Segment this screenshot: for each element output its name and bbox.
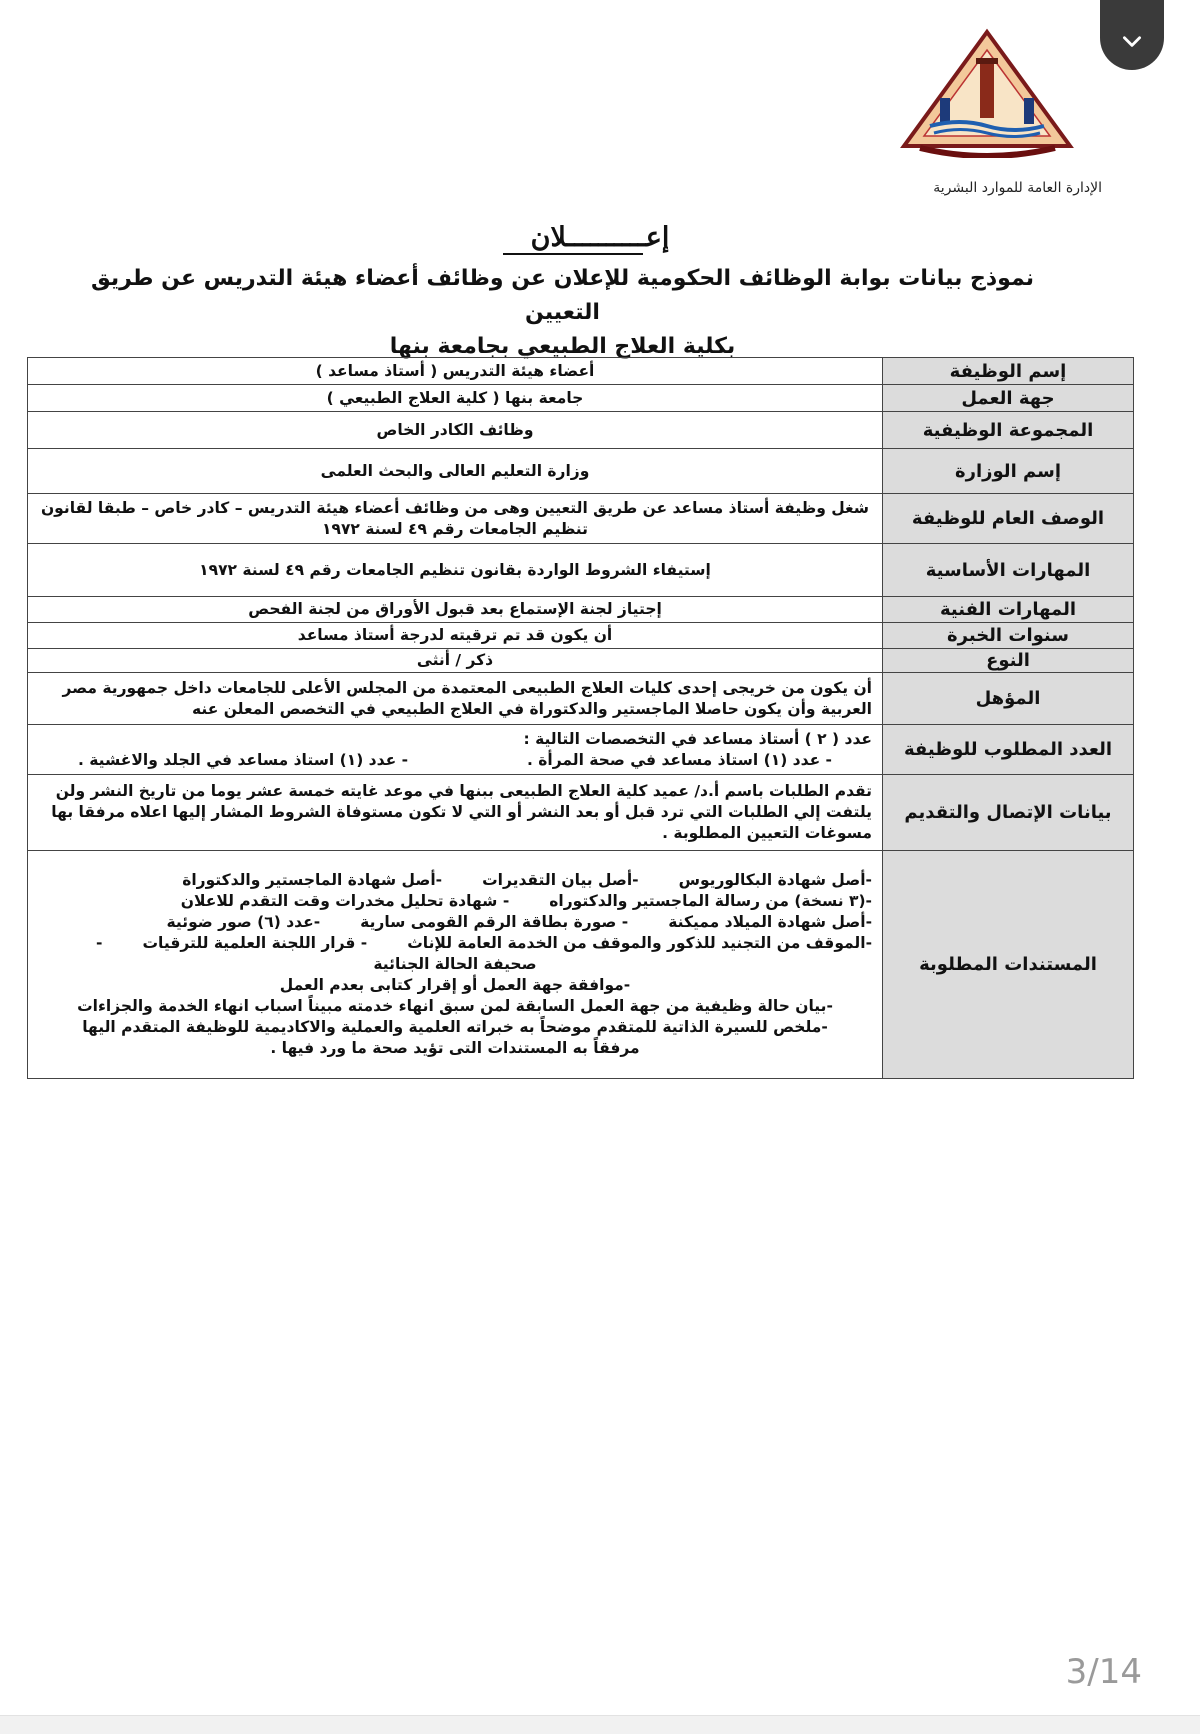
table-row [28, 649, 1134, 673]
row-label: إسم الوزارة [883, 449, 1134, 494]
row-value: وظائف الكادر الخاص [28, 412, 883, 449]
table-row [28, 725, 1134, 775]
chevron-down-icon [1119, 28, 1145, 54]
row-value: إستيفاء الشروط الواردة بقانون تنظيم الجامعات رقم ٤٩ لسنة ١٩٧٢ [28, 544, 883, 597]
count-item-2: - عدد (١) استاذ مساعد في الجلد والاغشية . [78, 750, 409, 769]
university-logo [900, 28, 1075, 158]
row-label: إسم الوظيفة [883, 358, 1134, 385]
row-label: المؤهل [883, 673, 1134, 725]
collapse-button[interactable] [1100, 0, 1164, 70]
title-line-2: بكلية العلاج الطبيعي بجامعة بنها [389, 334, 736, 359]
doc-item: - شهادة تحليل مخدرات وقت التقدم للاعلان [180, 892, 510, 910]
table-row [28, 851, 1134, 1079]
count-item-1: - عدد (١) استاذ مساعد في صحة المرأة . [526, 750, 832, 769]
count-heading: عدد ( ٢ ) أستاذ مساعد في التخصصات التالية : [523, 729, 872, 748]
table-row [28, 412, 1134, 449]
row-value: أعضاء هيئة التدريس ( أستاذ مساعد ) [28, 358, 883, 385]
bottom-bar [0, 1715, 1200, 1734]
docs-line [38, 891, 872, 912]
table-row [28, 623, 1134, 649]
row-value: جامعة بنها ( كلية العلاج الطبيعي ) [28, 385, 883, 412]
row-label: سنوات الخبرة [883, 623, 1134, 649]
row-label: الوصف العام للوظيفة [883, 494, 1134, 544]
doc-item: - [96, 934, 103, 952]
row-value: إجتياز لجنة الإستماع بعد قبول الأوراق من لجنة الفحص [28, 597, 883, 623]
documents-list [28, 851, 883, 1079]
row-value: أن يكون من خريجى إحدى كليات العلاج الطبيعى المعتمدة من المجلس الأعلى للجامعات داخل جمهورية مصر العربية وأن يكون حاصلا الماجستير والدكتوراة في العلاج الطبيعي في التخصص المعلن عنه [28, 673, 883, 725]
announcement-heading: إعــــــــــلان [530, 222, 670, 253]
row-label: العدد المطلوب للوظيفة [883, 725, 1134, 775]
table-row [28, 358, 1134, 385]
docs-line [38, 870, 872, 891]
table-row [28, 673, 1134, 725]
doc-item: -أصل بيان التقديرات [482, 871, 639, 889]
doc-item: - قرار اللجنة العلمية للترقيات [142, 934, 368, 952]
row-label: النوع [883, 649, 1134, 673]
table-row [28, 449, 1134, 494]
table-row [28, 385, 1134, 412]
row-value: وزارة التعليم العالى والبحث العلمى [28, 449, 883, 494]
row-value: تقدم الطلبات باسم أ.د/ عميد كلية العلاج الطبيعى ببنها في موعد غايته خمسة عشر يوما من تاريخ النشر ولن يلتفت إلي الطلبات التي ترد قبل أو بعد النشر أو التي لا تكون مستوفاة الشروط المشار إليها اعلاه مرفقا بها مسوغات التعيين المطلوبة . [28, 775, 883, 851]
page-indicator: 3/14 [1065, 1652, 1142, 1692]
doc-item: -الموقف من التجنيد للذكور والموقف من الخدمة العامة للإناث [407, 934, 872, 952]
row-label: المجموعة الوظيفية [883, 412, 1134, 449]
docs-line [38, 933, 872, 954]
docs-line [38, 912, 872, 933]
doc-item: -عدد (٦) صور ضوئية [166, 913, 321, 931]
doc-item: مرفقاً به المستندات التى تؤيد صحة ما ورد فيها . [270, 1039, 640, 1057]
doc-item: -بيان حالة وظيفية من جهة العمل السابقة لمن سبق انهاء خدمته مبيناً اسباب انهاء الخدمة والجزاءات [77, 997, 833, 1015]
row-label: جهة العمل [883, 385, 1134, 412]
row-label: المستندات المطلوبة [883, 851, 1134, 1079]
title-line-1: نموذج بيانات بوابة الوظائف الحكومية للإعلان عن وظائف أعضاء هيئة التدريس عن طريق التعيين [91, 266, 1034, 325]
job-spec-table [27, 357, 1134, 1079]
department-name: الإدارة العامة للموارد البشرية [933, 180, 1102, 196]
table-row [28, 544, 1134, 597]
doc-item: - صورة بطاقة الرقم القومى سارية [360, 913, 629, 931]
doc-item: -أصل شهادة الميلاد مميكنة [668, 913, 872, 931]
doc-item: صحيفة الحالة الجنائية [373, 955, 537, 973]
table-row [28, 775, 1134, 851]
row-value [28, 725, 883, 775]
document-title [70, 262, 1055, 364]
row-value: ذكر / أنثى [28, 649, 883, 673]
doc-item: -(٣ نسخة) من رسالة الماجستير والدكتوراه [549, 892, 872, 910]
row-label: المهارات الفنية [883, 597, 1134, 623]
doc-item: -موافقة جهة العمل أو إقرار كتابى بعدم العمل [279, 976, 631, 994]
doc-item: -أصل شهادة الماجستير والدكتوراة [182, 871, 443, 889]
table-row [28, 597, 1134, 623]
doc-item: -أصل شهادة البكالوريوس [678, 871, 872, 889]
row-value: شغل وظيفة أستاذ مساعد عن طريق التعيين وهى من وظائف أعضاء هيئة التدريس – كادر خاص – طبقا لقانون تنظيم الجامعات رقم ٤٩ لسنة ١٩٧٢ [28, 494, 883, 544]
heading-underline [503, 253, 643, 255]
row-label: المهارات الأساسية [883, 544, 1134, 597]
count-items [38, 750, 872, 771]
doc-item: -ملخص للسيرة الذاتية للمتقدم موضحاً به خبراته العلمية والعملية والاكاديمية للوظيفة المتقدم اليها [82, 1018, 828, 1036]
row-value: أن يكون قد تم ترقيته لدرجة أستاذ مساعد [28, 623, 883, 649]
row-label: بيانات الإتصال والتقديم [883, 775, 1134, 851]
table-row [28, 494, 1134, 544]
